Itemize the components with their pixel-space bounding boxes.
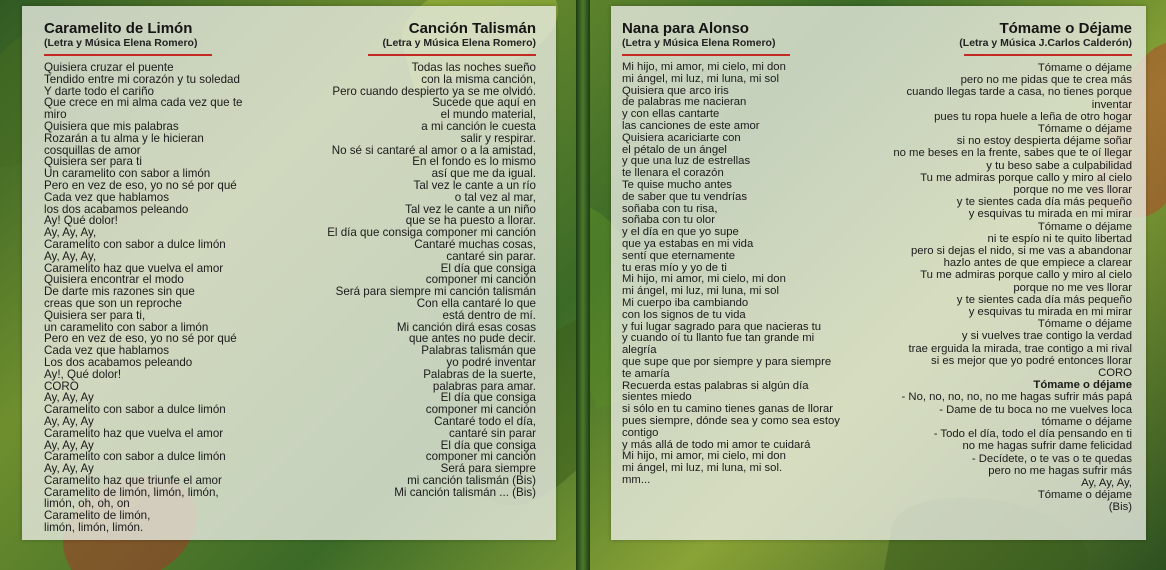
lyric-line: limón, oh, oh, on: [44, 497, 130, 511]
lyric-line: y el día en que yo supe: [622, 226, 739, 239]
lyric-line: Quisiera que arco iris: [622, 84, 729, 97]
lyric-line: que supe que por siempre y para siempre: [622, 355, 832, 368]
booklet-spine: [576, 0, 590, 570]
lyric-line: Los dos acabamos peleando: [44, 355, 193, 369]
lyric-line: El día que consiga: [440, 391, 536, 405]
lyric-line: Todas las noches sueño: [411, 61, 536, 74]
lyric-line: y más allá de todo mi amor te cuidará: [622, 438, 811, 451]
lyric-line: El día que consiga: [440, 438, 536, 452]
lyric-line: De darte mis razones sin que: [44, 285, 195, 299]
lyric-line: Caramelito con sabor a dulce limón: [44, 450, 226, 464]
lyric-line: CORO: [1098, 367, 1132, 380]
lyric-line: componer mi canción: [425, 273, 536, 287]
lyric-line: alegría: [622, 344, 657, 357]
song-lyrics: [44, 62, 294, 534]
lyric-line: está dentro de mí.: [442, 308, 536, 322]
lyric-line: Palabras de la suerte,: [423, 367, 536, 381]
lyric-line: así que me da igual.: [431, 167, 536, 181]
lyric-line: sientes miedo: [622, 391, 692, 404]
song-lyrics: [278, 62, 536, 498]
song-caramelito-de-limon: [44, 20, 294, 534]
lyric-line: Cada vez que hablamos: [44, 344, 170, 358]
lyric-line: salir y respirar.: [460, 131, 536, 145]
lyric-line: de palabras me nacieran: [622, 96, 747, 109]
lyric-line: y cuando oí tu llanto fue tan grande mi: [622, 332, 815, 345]
lyric-line: En el fondo es lo mismo: [412, 155, 536, 169]
lyric-line: Caramelito haz que vuelva el amor: [44, 426, 224, 440]
lyric-line: contigo: [622, 426, 659, 439]
lyric-line: Mi hijo, mi amor, mi cielo, mi don: [622, 273, 786, 286]
lyric-line: Que crece en mi alma cada vez que te: [44, 96, 243, 110]
lyric-line: Quisiera encontrar el modo: [44, 273, 184, 287]
lyric-line: y tu beso sabe a culpabilidad: [986, 159, 1132, 172]
lyric-line: si es mejor que yo podré entonces llorar: [931, 354, 1132, 367]
lyric-line: tu eras mío y yo de ti: [622, 261, 727, 274]
lyric-line: pues siempre, dónde sea y como sea estoy: [622, 414, 840, 427]
lyric-line: el pétalo de un ángel: [622, 143, 727, 156]
song-lyrics: [622, 62, 867, 487]
lyric-line: porque no me ves llorar: [1013, 281, 1132, 294]
lyric-line: un caramelito con sabor a limón: [44, 320, 209, 334]
lyric-line: Mi hijo, mi amor, mi cielo, mi don: [622, 450, 786, 463]
lyric-line: te llenara el corazón: [622, 167, 724, 180]
lyric-line: limón, limón, limón.: [44, 521, 144, 535]
lyric-line: si no estoy despierta déjame soñar: [956, 135, 1132, 148]
lyric-line: pero si dejas el nido, si me vas a abandonar: [910, 245, 1132, 258]
lyric-line: creas que son un reproche: [44, 296, 182, 310]
lyric-line: cosquillas de amor: [44, 143, 141, 157]
lyric-line: yo podré inventar: [446, 355, 536, 369]
lyric-line: Ay, Ay, Ay: [44, 391, 94, 405]
song-title: Caramelito de Limón: [44, 20, 193, 37]
lyric-line: las canciones de este amor: [622, 119, 760, 132]
lyrics-panel-left: [22, 6, 556, 540]
red-rule: [964, 54, 1132, 56]
lyric-line: a mi canción le cuesta: [421, 119, 536, 133]
lyric-line: Mi cuerpo iba cambiando: [622, 296, 749, 309]
lyric-line: si sólo en tu camino tienes ganas de llorar: [622, 403, 833, 416]
lyric-line: y esquivas tu mirada en mi mirar: [968, 208, 1132, 221]
song-nana-para-alonso: [622, 20, 867, 487]
song-tomame-o-dejame: [842, 20, 1132, 514]
lyric-line: Quisiera que mis palabras: [44, 119, 179, 133]
lyric-line: - Dame de tu boca no me vuelves loca: [939, 403, 1132, 416]
lyric-line: soñaba con tu olor: [622, 214, 715, 227]
booklet-page-right: [590, 0, 1166, 570]
lyric-line: ni te espío ni te quito libertad: [987, 232, 1132, 245]
lyric-line: Rozarán a tu alma y le hicieran: [44, 131, 204, 145]
lyric-line: de saber que tu vendrías: [622, 190, 747, 203]
lyric-line: componer mi canción: [425, 403, 536, 417]
lyric-line: Caramelito con sabor a dulce limón: [44, 237, 226, 251]
lyric-line: los dos acabamos peleando: [44, 202, 189, 216]
lyric-line: Y darte todo el cariño: [44, 84, 154, 98]
lyric-line: sentí que eternamente: [622, 249, 736, 262]
lyric-line: tómame o déjame: [1041, 415, 1132, 428]
lyric-line: pues tu ropa huele a leña de otro hogar: [934, 110, 1132, 123]
lyric-line: y si vuelves trae contigo la verdad: [961, 330, 1132, 343]
lyric-line: mi ángel, mi luz, mi luna, mi sol: [622, 285, 779, 298]
lyric-line: Quisiera cruzar el puente: [44, 61, 174, 74]
lyric-line: componer mi canción: [425, 450, 536, 464]
lyric-line: pero no me hagas sufrir más: [988, 464, 1132, 477]
song-title: Tómame o Déjame: [999, 20, 1132, 37]
lyric-line: (Bis): [1108, 501, 1132, 514]
lyric-line: Caramelito haz que vuelva el amor: [44, 261, 224, 275]
lyric-line: Ay, Ay, Ay,: [44, 226, 97, 240]
lyric-line: Ay, Ay, Ay,: [44, 249, 97, 263]
lyric-line: Con ella cantaré lo que: [416, 296, 536, 310]
lyric-line: Tómame o déjame: [1037, 123, 1132, 136]
lyric-line: - Todo el día, todo el día pensando en ti: [933, 428, 1132, 441]
lyric-line: Tómame o déjame: [1037, 220, 1132, 233]
lyric-line: Tómame o déjame: [1033, 379, 1132, 392]
lyric-line: CORO: [44, 379, 79, 393]
lyric-line: Palabras talismán que: [421, 344, 536, 358]
lyric-line: trae erguida la mirada, trae contigo a mi rival: [908, 342, 1132, 355]
lyric-line: inventar: [1091, 98, 1132, 111]
song-credit: (Letra y Música J.Carlos Calderón): [959, 37, 1132, 49]
lyric-line: y te sientes cada día más pequeño: [956, 196, 1132, 209]
lyric-line: Tómame o déjame: [1037, 62, 1132, 74]
red-rule: [622, 54, 790, 56]
lyric-line: con la misma canción,: [421, 72, 536, 86]
lyric-line: mi ángel, mi luz, mi luna, mi sol.: [622, 462, 783, 475]
lyric-line: te amaría: [622, 367, 670, 380]
lyric-line: el mundo material,: [440, 108, 536, 122]
lyric-line: Cada vez que hablamos: [44, 190, 170, 204]
lyric-line: no me beses en la frente, sabes que te oí llegar: [893, 147, 1132, 160]
lyric-line: Caramelito de limón,: [44, 509, 151, 523]
lyric-line: Recuerda estas palabras si algún día: [622, 379, 809, 392]
red-rule: [44, 54, 212, 56]
lyric-line: que se ha puesto a llorar.: [405, 214, 536, 228]
lyric-line: y esquivas tu mirada en mi mirar: [968, 306, 1132, 319]
song-credit: (Letra y Música Elena Romero): [622, 37, 776, 49]
lyric-line: miro: [44, 108, 67, 122]
lyric-line: que antes no pude decir.: [409, 332, 536, 346]
lyric-line: Será para siempre mi canción talismán: [335, 285, 536, 299]
booklet-page-left: [0, 0, 576, 570]
lyric-line: soñaba con tu risa,: [622, 202, 718, 215]
lyric-line: Ay, Ay, Ay: [44, 438, 94, 452]
lyric-line: o tal vez al mar,: [454, 190, 536, 204]
lyric-line: Tómame o déjame: [1037, 489, 1132, 502]
lyric-line: Pero en vez de eso, yo no sé por qué: [44, 332, 237, 346]
lyric-line: Pero cuando despierto ya se me olvidó.: [332, 84, 536, 98]
lyric-line: cuando llegas tarde a casa, no tienes porque: [906, 86, 1132, 99]
lyric-line: pero no me pidas que te crea más: [960, 74, 1132, 87]
lyric-line: Caramelito haz que triunfe el amor: [44, 473, 222, 487]
song-credit: (Letra y Música Elena Romero): [44, 37, 198, 49]
lyric-line: Tal vez le cante a un niño: [405, 202, 536, 216]
lyric-line: Tómame o déjame: [1037, 318, 1132, 331]
lyric-line: y fui lugar sagrado para que nacieras tu: [622, 320, 822, 333]
lyric-line: Mi canción talismán ... (Bis): [394, 485, 536, 499]
lyric-line: Será para siempre: [440, 462, 536, 476]
lyric-line: cantaré sin parar.: [446, 249, 536, 263]
lyric-line: Tu me admiras porque callo y miro al cielo: [920, 269, 1132, 282]
lyric-line: Mi hijo, mi amor, mi cielo, mi don: [622, 61, 786, 73]
song-title: Canción Talismán: [408, 20, 536, 37]
lyric-line: Ay!, Qué dolor!: [44, 367, 122, 381]
lyric-line: Tal vez le cante a un río: [413, 178, 536, 192]
lyric-line: Quisiera ser para ti,: [44, 308, 146, 322]
lyric-line: y con ellas cantarte: [622, 108, 720, 121]
lyric-line: No sé si cantaré al amor o a la amistad,: [331, 143, 536, 157]
lyric-line: Cantaré muchas cosas,: [414, 237, 536, 251]
lyric-line: Ay, Ay, Ay: [44, 414, 94, 428]
lyric-line: Te quise mucho antes: [622, 178, 732, 191]
lyric-line: y que una luz de estrellas: [622, 155, 751, 168]
lyric-line: Mi canción dirá esas cosas: [396, 320, 536, 334]
lyric-line: que ya estabas en mi vida: [622, 237, 754, 250]
lyric-line: Ay! Qué dolor!: [44, 214, 118, 228]
lyric-line: Un caramelito con sabor a limón: [44, 167, 211, 181]
lyric-line: mi ángel, mi luz, mi luna, mi sol: [622, 72, 779, 85]
lyric-line: Quisiera acariciarte con: [622, 131, 741, 144]
song-credit: (Letra y Música Elena Romero): [382, 37, 536, 49]
lyric-line: Cantaré todo el día,: [434, 414, 536, 428]
lyric-line: - No, no, no, no, no me hagas sufrir más papá: [901, 391, 1132, 404]
lyric-line: Sucede que aquí en: [432, 96, 536, 110]
song-lyrics: [842, 62, 1132, 514]
lyrics-panel-right: [611, 6, 1146, 540]
song-cancion-talisman: [278, 20, 536, 498]
lyric-line: no me hagas sufrir dame felicidad: [962, 440, 1132, 453]
song-title: Nana para Alonso: [622, 20, 749, 37]
lyric-line: mm...: [622, 473, 651, 486]
lyric-line: Pero en vez de eso, yo no sé por qué: [44, 178, 237, 192]
lyric-line: Caramelito con sabor a dulce limón: [44, 403, 226, 417]
lyric-line: hazlo antes de que empiece a clarear: [943, 257, 1132, 270]
lyric-line: con los signos de tu vida: [622, 308, 746, 321]
lyric-line: palabras para amar.: [432, 379, 536, 393]
lyric-line: mi canción talismán (Bis): [407, 473, 536, 487]
lyric-line: Ay, Ay, Ay,: [1081, 476, 1132, 489]
lyric-line: Tendido entre mi corazón y tu soledad: [44, 72, 240, 86]
lyric-line: Tu me admiras porque callo y miro al cielo: [920, 171, 1132, 184]
lyric-line: El día que consiga componer mi canción: [327, 226, 536, 240]
lyric-line: - Decídete, o te vas o te quedas: [971, 452, 1132, 465]
lyric-line: Ay, Ay, Ay: [44, 462, 94, 476]
lyric-line: Quisiera ser para ti: [44, 155, 142, 169]
lyric-line: El día que consiga: [440, 261, 536, 275]
red-rule: [368, 54, 536, 56]
lyric-line: porque no me ves llorar: [1013, 184, 1132, 197]
lyric-line: cantaré sin parar: [449, 426, 536, 440]
lyric-line: Caramelito de limón, limón, limón,: [44, 485, 219, 499]
lyric-line: y te sientes cada día más pequeño: [956, 293, 1132, 306]
